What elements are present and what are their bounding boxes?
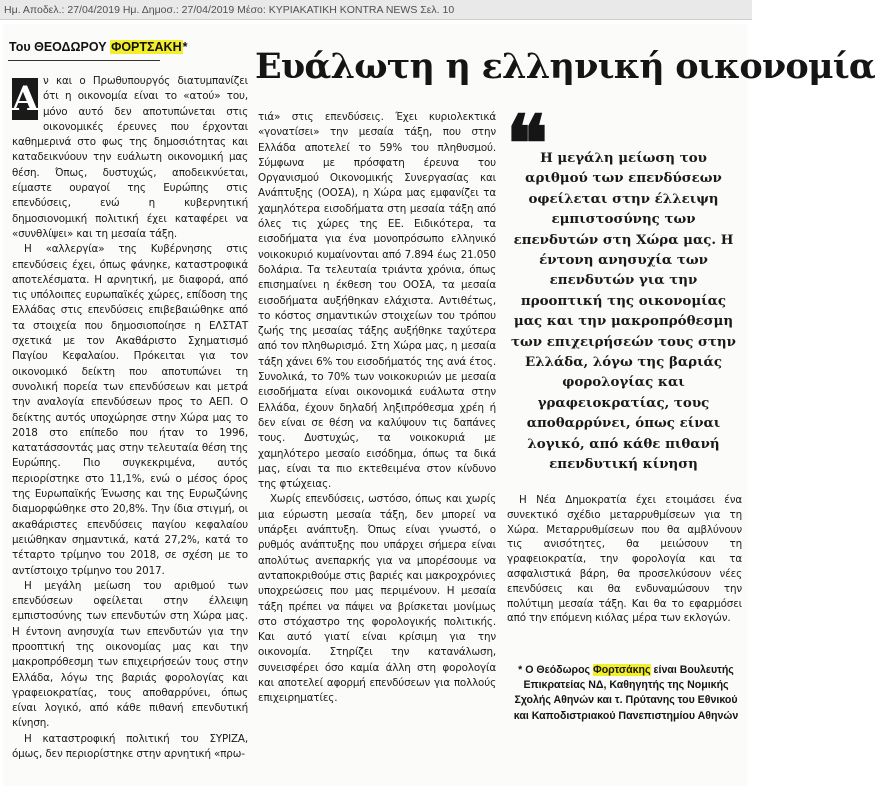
clipping-metadata-text: Ημ. Αποδελ.: 27/04/2019 Ημ. Δημοσ.: 27/04/2019 Μέσο: ΚΥΡΙΑΚΑΤΙΚΗ KONTRA NEWS Σελ. 10 [4,4,455,16]
article-column-3 [507,493,742,626]
pull-quote: Η μεγάλη μείωση του αριθμού των επενδύσεων οφείλεται στην έλλειψη εμπιστοσύνης των επενδυτών στη Χώρα μας. Η έντονη ανησυχία των επενδυτών για την προοπτική της οικονομίας μας και την μακροπρόθεσμη των επιχειρήσεών τους στην Ελλάδα, λόγω της βαριάς φορολογίας και γραφειοκρατίας, τους αποθαρρύνει, όπως είναι λογικό, από κάθε πιθανή επενδυτική κίνηση [511,150,736,473]
paragraph-4: Η καταστροφική πολιτική του ΣΥΡΙΖΑ, όμως, δεν περιορίστηκε στην αρνητική «πρω- [12,732,248,761]
paragraph-1-text: ν και ο Πρωθυπουργός διατυμπανίζει ότι η οικονομία είναι το «ατού» του, μόνο αυτό δεν αποτυπώνεται στις οικονομικές έρευνες που έρχονται καθημερινά στο φως της δημοσιότητας και καταδεικνύουν την ευάλωτη οικονομική μας θέση. Όπως, δυστυχώς, αποδεικνύεται, είμαστε ουραγοί της Ευρώπης στις επενδύσεις, ενώ η κυβερνητική δημοσιονομική πολιτική έχει καταφέρει να «συνθλίψει» και τη μεσαία τάξη. [12,75,248,240]
article-column-1 [12,74,248,762]
paragraph-3: Η μεγάλη μείωση του αριθμού των επενδύσεων οφείλεται στην έλλειψη εμπιστοσύνης των επενδυτών στη Χώρα μας. Η έντονη ανησυχία των επενδυτών για την προοπτική της οικονομίας μας και την μακροπρόθεσμη των επιχειρήσεών τους στην Ελλάδα, λόγω της βαριάς φορολογίας και γραφειοκρατίας, τους αποθαρρύνει, όπως είναι λογικό, από κάθε πιθανή επενδυτική κίνηση. [12,579,248,730]
author-bio [513,663,739,724]
paragraph-2: Η «αλλεργία» της Κυβέρνησης στις επενδύσεις έχει, όπως φάνηκε, καταστροφικά αποτελέσματα. Η αρνητική, με διαφορά, από τις υπόλοιπες ευρωπαϊκές χώρες, επίδοση της Ελλάδας στις επενδύσεις επιβεβαιώθηκε από τα στοιχεία που δημοσιοποίησε η ΕΛΣΤΑΤ σχετικά με τον Ακαθάριστο Σχηματισμό Παγίου Κεφαλαίου. Πρόκειται για τον οικονομικό δείκτη που αποτυπώνει τη συνολική πορεία των επενδύσεων και μετρά την αναλογία επενδύσεων προς το ΑΕΠ. Ο δείκτης αυτός υποχώρησε στην Χώρα μας το 2018 στο επίπεδο που ήταν το 1996, κατατάσσοντάς μας στην τελευταία θέση της Ευρώπης. Πιο συγκεκριμένα, αυτός περιορίστηκε στο 11,1%, ενώ ο μέσος όρος της Ευρωπαϊκής Ένωσης και της Ευρωζώνης διαμορφώθηκε στο 20,8%. Την ίδια στιγμή, οι ακαθάριστες επενδύσεις παγίου κεφαλαίου μειώθηκαν σημαντικά, κατά 27,2%, κατά το τέταρτο τρίμηνο του 2018, σε σχέση με το αντίστοιχο τρίμηνο του 2017. [12,243,248,577]
quote-mark-icon: ❝ [506,99,542,190]
drop-cap: Α [12,79,39,119]
author-byline [9,40,188,54]
article-headline: Ευάλωτη η ελληνική οικονομία [255,46,875,87]
article-column-2 [258,110,496,707]
bio-prefix: * Ο Θεόδωρος [518,664,594,676]
byline-name-highlighted: ΦΟΡΤΣΑΚΗ [111,40,182,54]
byline-prefix: Του ΘΕΟΔΩΡΟΥ [9,40,111,54]
paragraph-5: τιά» στις επενδύσεις. Έχει κυριολεκτικά «γονατίσει» την μεσαία τάξη, που στην Ελλάδα αποτελεί το 59% του πληθυσμού. Σύμφωνα με πρόσφατη έρευνα του Οργανισμού Οικονομικής Συνεργασίας και Ανάπτυξης (ΟΟΣΑ), η Χώρα μας εμφανίζει τα χαμηλότερα εισοδήματα στη μεσαία τάξη από όλες τις χώρες της ΕΕ. Ειδικότερα, τα εισοδήματα για ένα μονοπρόσωπο ελληνικό νοικοκυριό κυμαίνονται από 7.894 έως 21.050 δολάρια. Τα τελευταία τριάντα χρόνια, όπως επισημαίνει η έκθεση του ΟΟΣΑ, τα μεσαία εισοδήματα αυξήθηκαν ελάχιστα. Αντιθέτως, το κόστος σημαντικών στοιχείων του τρόπου ζωής της μεσαίας τάξης αυξήθηκε ταχύτερα από τον πληθωρισμό. Στη Χώρα μας, η μεσαία τάξη χάνει 6% του εισοδήματός της ανά έτος. Συνολικά, το 70% των νοικοκυριών με μεσαία εισοδήματα είναι οικονομικά ευάλωτα στην Ελλάδα, έχουν δηλαδή ληξιπρόθεσμα χρέη ή δεν είναι σε θέση να καλύψουν τις δαπάνες τους. Δυστυχώς, τα νοικοκυριά με χαμηλότερο μεσαίο εισόδημα, όπως τα δικά μας, είναι τα πιο εκτεθειμένα στον κίνδυνο της φτώχειας. [258,111,496,491]
byline-rule [8,60,160,61]
paragraph-6: Χωρίς επενδύσεις, ωστόσο, όπως και χωρίς μια εύρωστη μεσαία τάξη, δεν μπορεί να υπάρξει ανάπτυξη. Όπως είναι γνωστό, ο ρυθμός ανάπτυξης που υπάρχει σήμερα είναι απολύτως ανεπαρκής για να μπορέσουμε να ανταποκριθούμε στις βαριές και μακροχρόνιες υποχρεώσεις που μας περιμένουν. Η μεσαία τάξη πρέπει να πάψει να βρίσκεται μονίμως στο στόχαστρο της φορολογικής πολιτικής. Και αυτό γιατί είναι κρίσιμη για την οικονομία. Στηρίζει την κατανάλωση, συνεισφέρει όσο καμία άλλη στη φορολογία και αποτελεί αφορμή επενδύσεων για πολλούς επιχειρηματίες. [258,493,496,705]
bio-name-highlighted: Φορτσάκης [593,664,651,676]
paragraph-1 [12,74,248,242]
clipping-metadata-bar [0,0,752,20]
newspaper-clipping [3,24,875,786]
bio-suffix: είναι Βουλευτής Επικρατείας ΝΔ, Καθηγητής της Νομικής Σχολής Αθηνών και τ. Πρύτανης του Εθνικού και Καποδιστριακού Πανεπιστημίου Αθηνών [513,664,739,722]
byline-suffix: * [182,40,188,54]
paragraph-7: Η Νέα Δημοκρατία έχει ετοιμάσει ένα συνεκτικό σχέδιο μεταρρυθμίσεων για τη Χώρα. Μεταρρυθμίσεων που θα αμβλύνουν τις ανισότητες, θα μειώσουν τη γραφειοκρατία, την φορολογία και τα ασφαλιστικά βάρη, θα προσελκύσουν νέες επενδύσεις και θα ενδυναμώσουν την πολύτιμη μεσαία τάξη. Και θα το εφαρμόσει από την επόμενη κιόλας μέρα των εκλογών. [507,494,742,625]
